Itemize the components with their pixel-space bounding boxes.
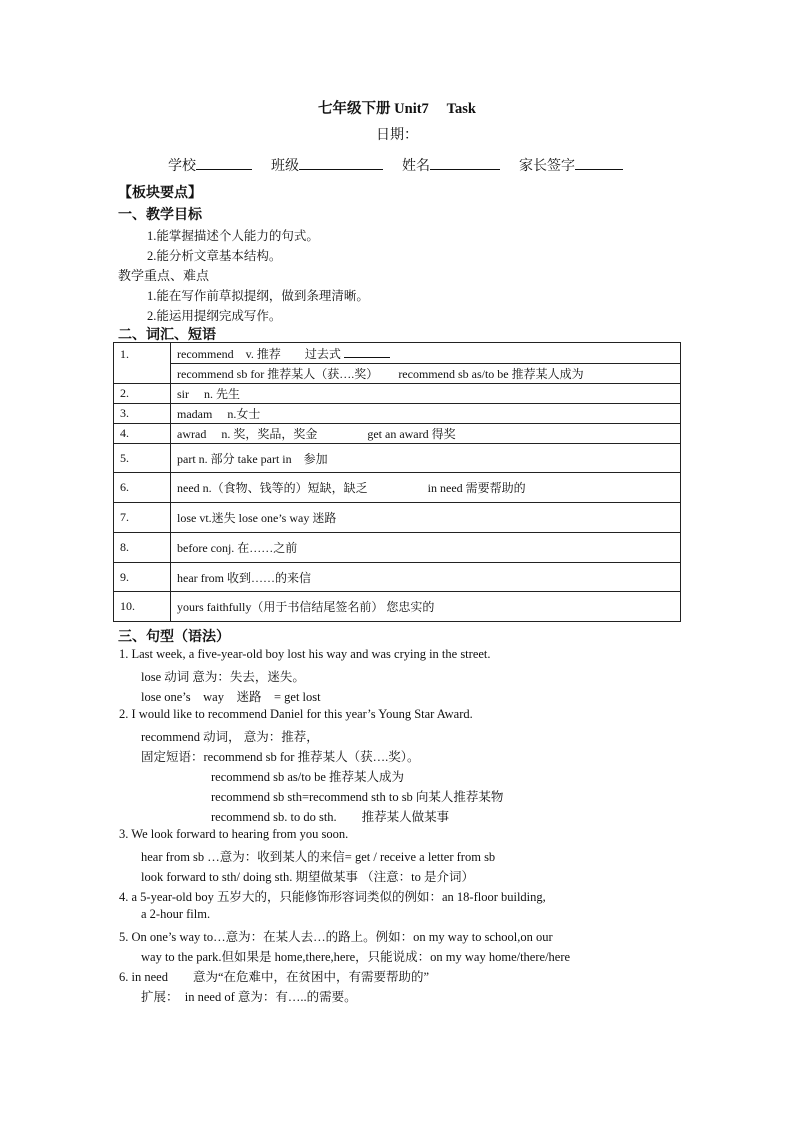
row-number: 1. bbox=[114, 343, 171, 384]
table-row bbox=[114, 473, 681, 503]
grammar-line: 固定短语：recommend sb for 推荐某人（获….奖）。 bbox=[141, 750, 420, 764]
grammar-line: a 2-hour film. bbox=[141, 907, 211, 921]
grammar-line: look forward to sth/ doing sth. 期望做某事 （注意：to 是介词） bbox=[141, 870, 474, 884]
grammar-line: recommend 动词， 意为：推荐， bbox=[141, 730, 319, 744]
key-point-item: 1.能在写作前草拟提纲，做到条理清晰。 bbox=[147, 289, 369, 303]
vocab-cell: awrad n. 奖，奖品，奖金 get an award 得奖 bbox=[171, 424, 681, 444]
grammar-line: 3. We look forward to hearing from you soon. bbox=[119, 827, 349, 841]
row-number: 5. bbox=[114, 444, 171, 473]
vocab-cell: hear from 收到……的来信 bbox=[171, 563, 681, 592]
key-points-heading: 教学重点、难点 bbox=[118, 268, 210, 283]
grammar-line: 5. On one’s way to…意为：在某人去…的路上。例如：on my way to school,on our bbox=[119, 930, 553, 944]
goals-heading: 一、教学目标 bbox=[118, 208, 202, 223]
parent-signature-label: 家长签字 bbox=[519, 159, 575, 174]
name-blank[interactable] bbox=[430, 155, 500, 170]
grammar-line: way to the park.但如果是 home,there,here，只能说成：on my way home/there/here bbox=[141, 950, 571, 964]
table-row bbox=[114, 404, 681, 424]
row-number: 10. bbox=[114, 592, 171, 622]
school-blank[interactable] bbox=[196, 155, 252, 170]
row-number: 3. bbox=[114, 404, 171, 424]
grammar-heading: 三、句型（语法） bbox=[118, 630, 230, 645]
table-row bbox=[114, 424, 681, 444]
table-row bbox=[114, 563, 681, 592]
school-label: 学校 bbox=[168, 159, 196, 174]
table-row bbox=[114, 533, 681, 563]
page-title: 七年级下册 Unit7 Task bbox=[318, 101, 476, 117]
table-row bbox=[114, 444, 681, 473]
vocab-cell: before conj. 在……之前 bbox=[171, 533, 681, 563]
row-number: 4. bbox=[114, 424, 171, 444]
section-header: 【板块要点】 bbox=[118, 186, 202, 201]
grammar-line: 4. a 5-year-old boy 五岁大的，只能修饰形容词类似的例如：an 18-floor building, bbox=[119, 890, 546, 904]
vocab-cell: sir n. 先生 bbox=[171, 384, 681, 404]
name-label: 姓名 bbox=[402, 159, 430, 174]
grammar-line: recommend sb. to do sth. 推荐某人做某事 bbox=[211, 810, 450, 824]
grammar-line: 6. in need 意为“在危难中，在贫困中，有需要帮助的” bbox=[119, 970, 430, 984]
grammar-line: 2. I would like to recommend Daniel for this year’s Young Star Award. bbox=[119, 707, 473, 721]
class-label: 班级 bbox=[271, 159, 299, 174]
vocab-heading: 二、词汇、短语 bbox=[118, 328, 216, 343]
row-number: 9. bbox=[114, 563, 171, 592]
vocab-cell: yours faithfully（用于书信结尾签名前） 您忠实的 bbox=[171, 592, 681, 622]
grammar-line: recommend sb sth=recommend sth to sb 向某人推荐某物 bbox=[211, 790, 504, 804]
table-row bbox=[114, 592, 681, 622]
row-number: 8. bbox=[114, 533, 171, 563]
class-blank[interactable] bbox=[299, 155, 383, 170]
row-number: 6. bbox=[114, 473, 171, 503]
grammar-line: lose one’s way 迷路 = get lost bbox=[141, 690, 321, 704]
answer-blank[interactable] bbox=[344, 346, 390, 358]
vocab-table bbox=[113, 342, 681, 622]
vocab-cell: recommend v. 推荐 过去式 bbox=[171, 343, 681, 364]
vocab-cell: need n.（食物、钱等的）短缺，缺乏 in need 需要帮助的 bbox=[171, 473, 681, 503]
grammar-line: recommend sb as/to be 推荐某人成为 bbox=[211, 770, 405, 784]
date-label: 日期： bbox=[376, 128, 418, 143]
vocab-cell: madam n.女士 bbox=[171, 404, 681, 424]
grammar-line: hear from sb …意为：收到某人的来信= get / receive a letter from sb bbox=[141, 850, 496, 864]
row-number: 7. bbox=[114, 503, 171, 533]
parent-signature-blank[interactable] bbox=[575, 155, 623, 170]
vocab-cell: part n. 部分 take part in 参加 bbox=[171, 444, 681, 473]
key-point-item: 2.能运用提纲完成写作。 bbox=[147, 309, 282, 323]
grammar-line: 1. Last week, a five-year-old boy lost his way and was crying in the street. bbox=[119, 647, 491, 661]
table-row bbox=[114, 364, 681, 384]
grammar-line: lose 动词 意为：失去，迷失。 bbox=[141, 670, 305, 684]
goal-item: 1.能掌握描述个人能力的句式。 bbox=[147, 229, 319, 243]
table-row bbox=[114, 343, 681, 364]
vocab-cell: lose vt.迷失 lose one’s way 迷路 bbox=[171, 503, 681, 533]
grammar-line: 扩展： in need of 意为：有…..的需要。 bbox=[141, 990, 357, 1004]
goal-item: 2.能分析文章基本结构。 bbox=[147, 249, 282, 263]
table-row bbox=[114, 384, 681, 404]
vocab-cell: recommend sb for 推荐某人（获….奖） recommend sb as/to be 推荐某人成为 bbox=[171, 364, 681, 384]
student-info-fields bbox=[168, 155, 623, 175]
table-row bbox=[114, 503, 681, 533]
row-number: 2. bbox=[114, 384, 171, 404]
